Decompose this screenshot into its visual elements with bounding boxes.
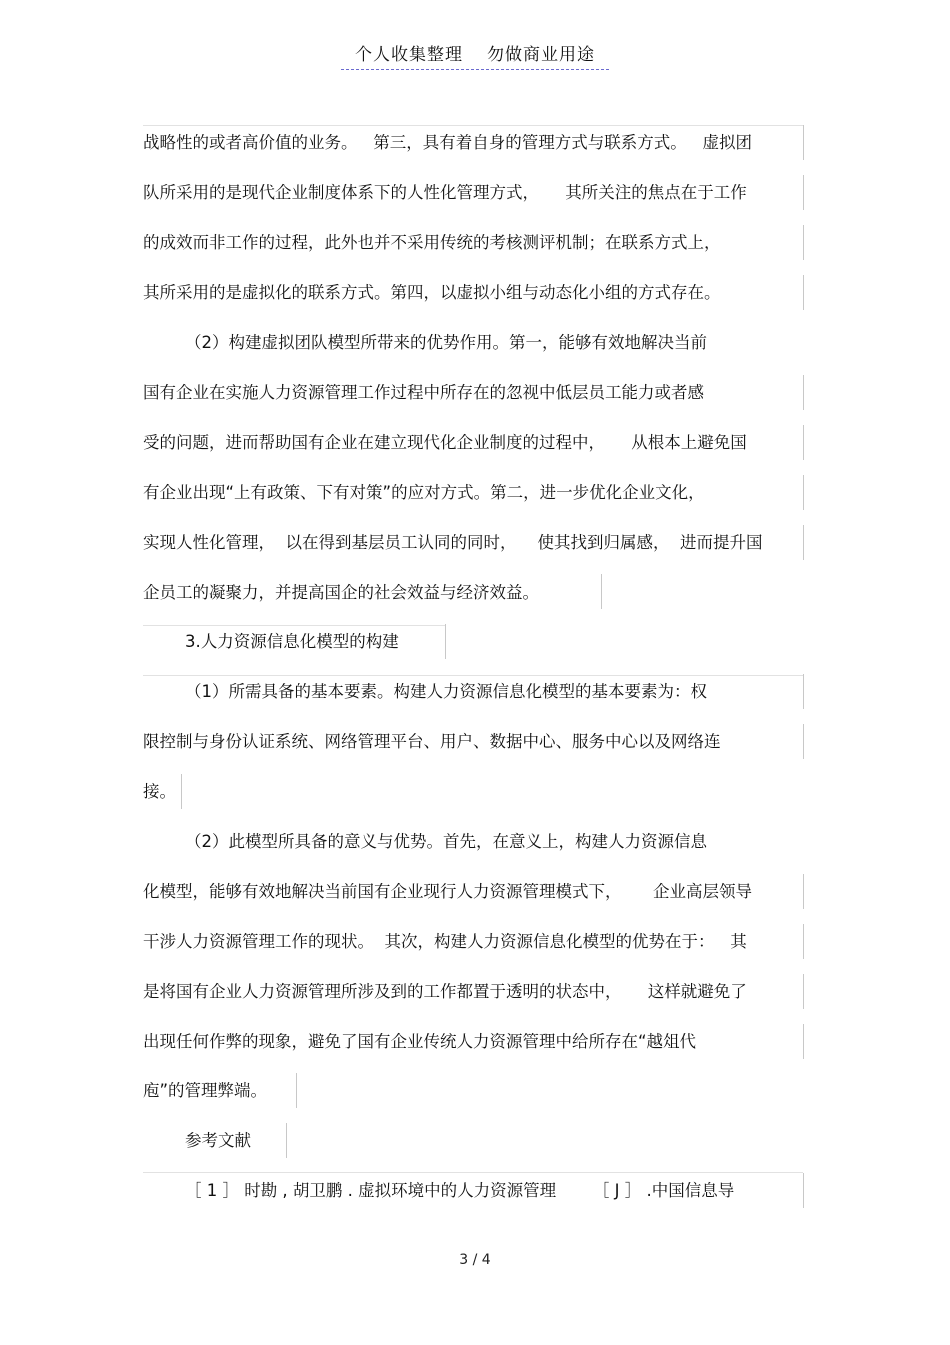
divider bbox=[803, 125, 804, 160]
divider bbox=[803, 425, 804, 460]
divider bbox=[803, 974, 804, 1009]
divider bbox=[143, 625, 445, 626]
divider bbox=[143, 1172, 803, 1173]
divider bbox=[803, 375, 804, 410]
body-line: 化模型，能够有效地解决当前国有企业现行人力资源管理模式下， 企业高层领导 bbox=[143, 882, 752, 901]
body-line: 有企业出现“上有政策、下有对策”的应对方式。第二，进一步优化企业文化， bbox=[143, 483, 705, 502]
body-line: 其所采用的是虚拟化的联系方式。第四，以虚拟小组与动态化小组的方式存在。 bbox=[143, 283, 721, 302]
body-line: 干涉人力资源管理工作的现状。 其次，构建人力资源信息化模型的优势在于： 其 bbox=[143, 932, 747, 951]
divider bbox=[286, 1123, 287, 1158]
header-left-text: 个人收集整理 bbox=[355, 45, 463, 65]
header-right-text: 勿做商业用途 bbox=[487, 45, 595, 65]
divider bbox=[601, 574, 602, 609]
body-line: 队所采用的是现代企业制度体系下的人性化管理方式， 其所关注的焦点在于工作 bbox=[143, 183, 747, 202]
body-line: 企员工的凝聚力，并提高国企的社会效益与经济效益。 bbox=[143, 583, 539, 602]
divider bbox=[803, 674, 804, 709]
divider bbox=[803, 1173, 804, 1208]
body-line: （2）此模型所具备的意义与优势。首先，在意义上，构建人力资源信息 bbox=[143, 832, 707, 851]
body-line: 限控制与身份认证系统、网络管理平台、用户、数据中心、服务中心以及网络连 bbox=[143, 732, 721, 751]
divider bbox=[143, 125, 803, 126]
reference-item: ［ 1 ］ 时勘 , 胡卫鹏 . 虚拟环境中的人力资源管理 ［ J ］ .中国信息导 bbox=[143, 1181, 735, 1200]
divider bbox=[181, 774, 182, 809]
divider bbox=[445, 624, 446, 659]
body-line: 战略性的或者高价值的业务。 第三，具有着自身的管理方式与联系方式。 虚拟团 bbox=[143, 133, 752, 152]
divider bbox=[803, 724, 804, 759]
divider bbox=[803, 924, 804, 959]
body-line: （2）构建虚拟团队模型所带来的优势作用。第一，能够有效地解决当前 bbox=[143, 333, 707, 352]
divider bbox=[803, 225, 804, 260]
body-line: 庖”的管理弊端。 bbox=[143, 1081, 268, 1100]
body-line: （1）所需具备的基本要素。构建人力资源信息化模型的基本要素为：权 bbox=[143, 682, 707, 701]
section-heading: 3.人力资源信息化模型的构建 bbox=[143, 632, 399, 651]
divider bbox=[803, 275, 804, 310]
page-number: 3 / 4 bbox=[459, 1252, 491, 1268]
body-line: 国有企业在实施人力资源管理工作过程中所存在的忽视中低层员工能力或者感 bbox=[143, 383, 704, 402]
divider bbox=[803, 175, 804, 210]
divider bbox=[803, 1024, 804, 1059]
divider bbox=[803, 874, 804, 909]
divider bbox=[803, 525, 804, 560]
body-line: 受的问题，进而帮助国有企业在建立现代化企业制度的过程中， 从根本上避免国 bbox=[143, 433, 747, 452]
body-line: 的成效而非工作的过程，此外也并不采用传统的考核测评机制；在联系方式上， bbox=[143, 233, 721, 252]
page-header bbox=[0, 40, 950, 70]
body-line: 接。 bbox=[143, 782, 176, 801]
divider bbox=[296, 1073, 297, 1108]
divider bbox=[803, 475, 804, 510]
body-line: 出现任何作弊的现象，避免了国有企业传统人力资源管理中给所存在“越俎代 bbox=[143, 1032, 697, 1051]
body-line: 实现人性化管理， 以在得到基层员工认同的同时， 使其找到归属感， 进而提升国 bbox=[143, 533, 763, 552]
header-watermark bbox=[341, 40, 609, 70]
divider bbox=[143, 675, 803, 676]
references-heading: 参考文献 bbox=[143, 1131, 251, 1150]
body-line: 是将国有企业人力资源管理所涉及到的工作都置于透明的状态中， 这样就避免了 bbox=[143, 982, 747, 1001]
